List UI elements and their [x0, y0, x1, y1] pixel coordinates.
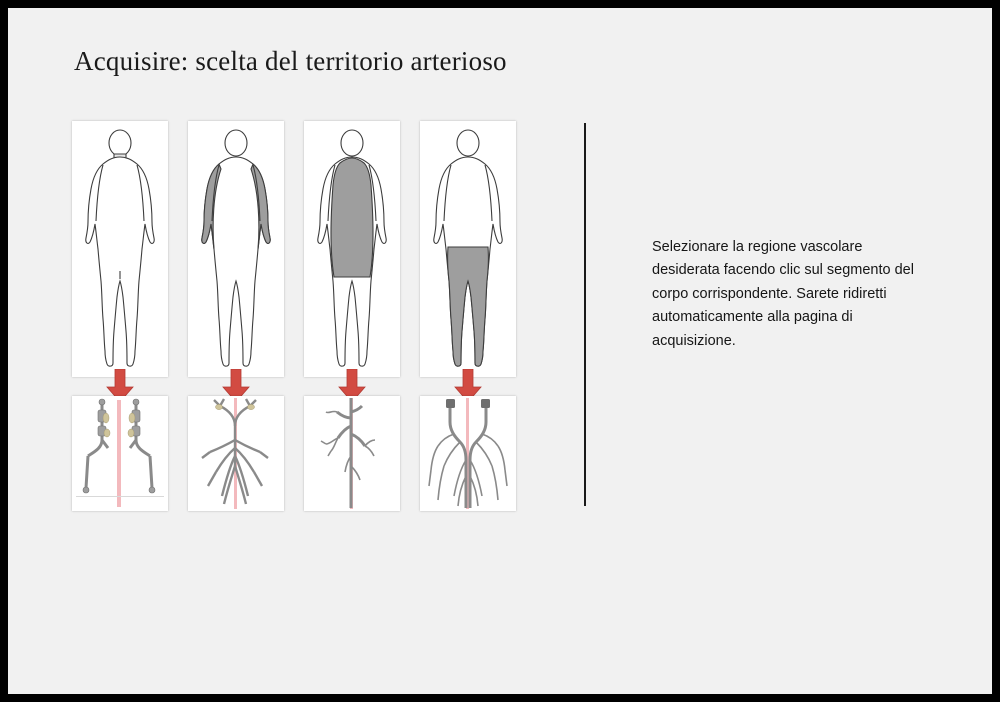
- body-silhouette-card-lower-limbs[interactable]: [420, 121, 516, 377]
- vertical-divider: [584, 123, 586, 506]
- body-silhouette-card-upper-limbs[interactable]: [188, 121, 284, 377]
- region-selector-grid: [66, 121, 536, 511]
- page-title: Acquisire: scelta del territorio arterioso: [74, 46, 507, 76]
- slide-canvas: [8, 8, 992, 694]
- vessel-image-card-whole-body[interactable]: [72, 396, 168, 511]
- vessel-image-card-upper-limbs[interactable]: [188, 396, 284, 511]
- body-silhouette-card-whole-body[interactable]: [72, 121, 168, 377]
- body-silhouette-card-abdomen[interactable]: [304, 121, 400, 377]
- vessel-image-card-abdomen[interactable]: [304, 396, 400, 511]
- vessel-image-card-lower-limbs[interactable]: [420, 396, 516, 511]
- instructions-text: Selezionare la regione vascolare desiderata facendo clic sul segmento del corpo corrispondente. Sarete ridiretti automaticamente alla pagina di acquisizione.: [652, 239, 914, 349]
